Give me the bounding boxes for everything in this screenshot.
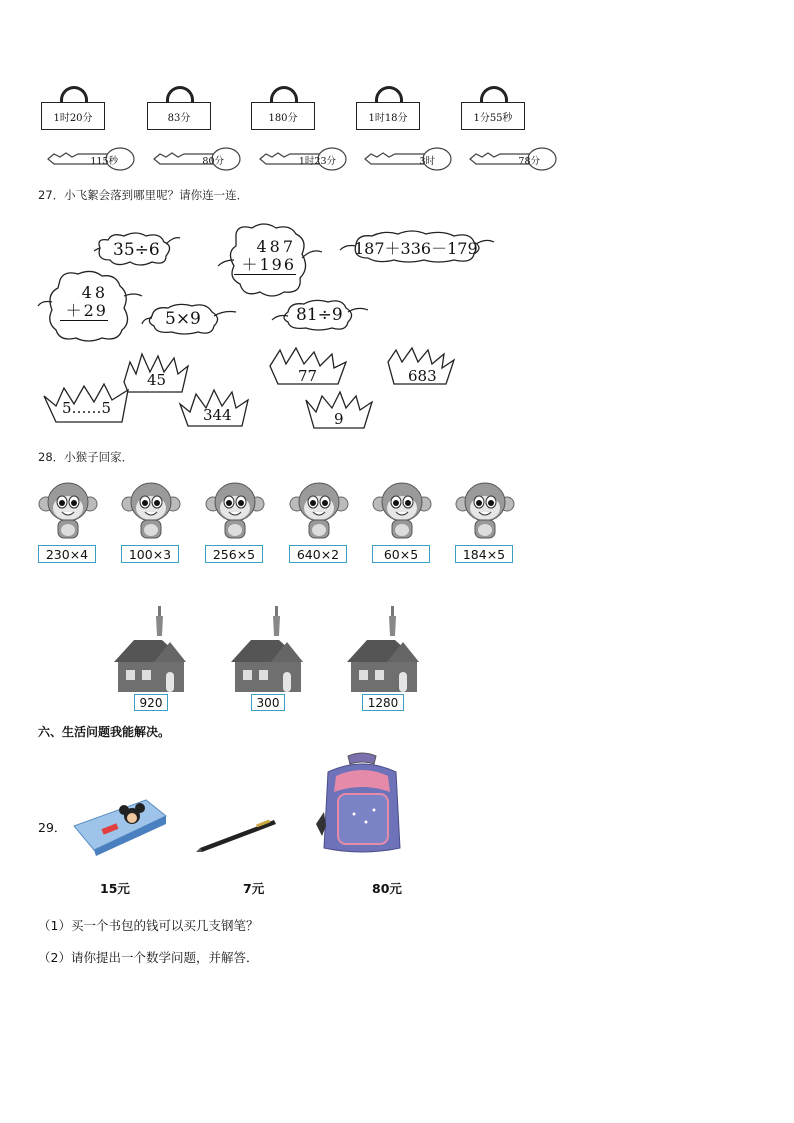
expr-487-plus-196 — [234, 238, 296, 275]
monkey-expr-60x5: 60×5 — [372, 545, 430, 563]
answer-683: 683 — [408, 367, 437, 385]
price-pen: 7元 — [243, 881, 265, 896]
lock-4 — [356, 86, 422, 130]
expr-bottom-number: ＋29 — [60, 302, 108, 321]
expr-35-div-6: 35÷6 — [113, 240, 160, 260]
expr-5-times-9: 5×9 — [165, 309, 201, 329]
expr-48-plus-29 — [60, 284, 108, 321]
lock-label: 83分 — [147, 102, 211, 130]
monkey-icon — [121, 480, 181, 542]
expr-81-div-9: 81÷9 — [296, 305, 343, 325]
expr-top-number: 487 — [256, 237, 296, 256]
key-4 — [361, 146, 453, 172]
lock-label: 1时20分 — [41, 102, 105, 130]
monkey-icon — [289, 480, 349, 542]
lock-label: 180分 — [251, 102, 315, 130]
key-label: 3时 — [419, 156, 435, 167]
question-27-title: 27．小飞絮会落到哪里呢？请你连一连． — [38, 188, 249, 202]
pencil-case-icon — [72, 796, 168, 856]
lock-3 — [251, 86, 317, 130]
key-1 — [44, 146, 136, 172]
answer-5-rem-5: 5……5 — [62, 399, 112, 417]
house-number-920: 920 — [134, 694, 168, 711]
expr-bottom-number: ＋196 — [234, 256, 296, 275]
key-icon — [150, 146, 242, 172]
question-29-label: 29． — [38, 820, 67, 835]
lock-label: 1时18分 — [356, 102, 420, 130]
key-label: 1时23分 — [298, 156, 336, 167]
house-icon — [347, 606, 423, 692]
key-label: 80分 — [202, 156, 224, 167]
key-3 — [256, 146, 348, 172]
key-label: 115秒 — [90, 156, 118, 167]
monkey-icon — [205, 480, 265, 542]
monkey-expr-640x2: 640×2 — [289, 545, 347, 563]
answer-77: 77 — [298, 367, 318, 385]
monkey-expr-256x5: 256×5 — [205, 545, 263, 563]
monkey-icon — [372, 480, 432, 542]
house-icon — [231, 606, 307, 692]
key-icon — [466, 146, 558, 172]
house-number-1280: 1280 — [362, 694, 404, 711]
expr-top-number: 48 — [81, 283, 108, 302]
key-5 — [466, 146, 558, 172]
question-29-sub-2: （2）请你提出一个数学问题，并解答． — [38, 950, 259, 965]
house-number-300: 300 — [251, 694, 285, 711]
answer-9: 9 — [334, 410, 344, 428]
backpack-icon — [314, 752, 410, 854]
price-pencil-case: 15元 — [100, 881, 130, 896]
pen-icon — [196, 814, 280, 854]
question-29-sub-1: （1）买一个书包的钱可以买几支钢笔？ — [38, 918, 259, 933]
monkey-icon — [38, 480, 98, 542]
monkey-icon — [455, 480, 515, 542]
question-28-title: 28．小猴子回家． — [38, 450, 134, 464]
answer-45: 45 — [147, 371, 167, 389]
expr-187-plus-336-minus-179: 187＋336－179 — [354, 239, 478, 258]
lock-5 — [461, 86, 527, 130]
monkey-expr-100x3: 100×3 — [121, 545, 179, 563]
lock-1 — [41, 86, 107, 130]
answer-344: 344 — [203, 406, 232, 424]
price-backpack: 80元 — [372, 881, 402, 896]
section-6-title: 六、生活问题我能解决。 — [38, 725, 171, 739]
lock-2 — [147, 86, 213, 130]
house-icon — [114, 606, 190, 692]
monkey-expr-184x5: 184×5 — [455, 545, 513, 563]
key-icon — [361, 146, 453, 172]
lock-label: 1分55秒 — [461, 102, 525, 130]
monkey-expr-230x4: 230×4 — [38, 545, 96, 563]
key-2 — [150, 146, 242, 172]
key-label: 78分 — [518, 156, 540, 167]
